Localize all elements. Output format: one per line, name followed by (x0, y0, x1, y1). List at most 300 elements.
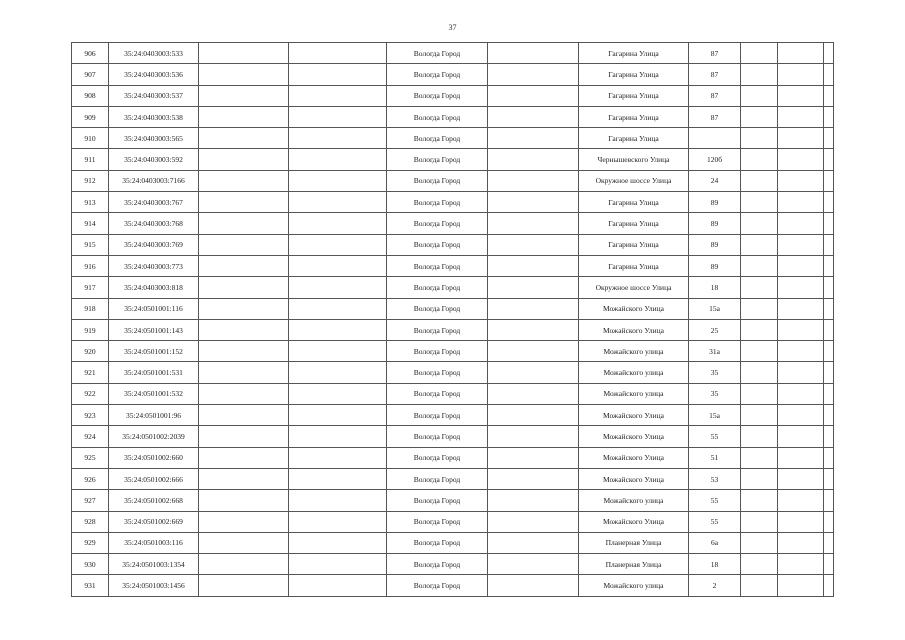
empty-cell (824, 490, 834, 511)
empty-cell (488, 170, 579, 191)
empty-cell (824, 277, 834, 298)
empty-cell (199, 43, 289, 64)
table-row (72, 383, 834, 404)
row-number-cell: 931 (72, 575, 109, 596)
empty-cell (199, 64, 289, 85)
table-row (72, 575, 834, 596)
table-row (72, 554, 834, 575)
empty-cell (778, 554, 824, 575)
empty-cell (778, 43, 824, 64)
empty-cell (824, 426, 834, 447)
empty-cell (488, 128, 579, 149)
city-cell: Вологда Город (387, 447, 488, 468)
city-cell: Вологда Город (387, 426, 488, 447)
row-number-cell: 921 (72, 362, 109, 383)
city-cell: Вологда Город (387, 298, 488, 319)
street-cell: Гагарина Улица (579, 192, 689, 213)
empty-cell (778, 341, 824, 362)
street-cell: Можайского улица (579, 362, 689, 383)
street-cell: Гагарина Улица (579, 85, 689, 106)
cadastral-number-cell: 35:24:0501002:668 (109, 490, 199, 511)
cadastral-number-cell: 35:24:0501002:666 (109, 468, 199, 489)
empty-cell (741, 213, 778, 234)
row-number-cell: 911 (72, 149, 109, 170)
house-number-cell: 51 (689, 447, 741, 468)
empty-cell (741, 341, 778, 362)
empty-cell (778, 277, 824, 298)
empty-cell (289, 532, 387, 553)
cadastral-number-cell: 35:24:0403003:818 (109, 277, 199, 298)
empty-cell (741, 319, 778, 340)
house-number-cell: 87 (689, 106, 741, 127)
table-row (72, 447, 834, 468)
street-cell: Гагарина Улица (579, 255, 689, 276)
table-row (72, 106, 834, 127)
empty-cell (488, 447, 579, 468)
city-cell: Вологда Город (387, 490, 488, 511)
empty-cell (778, 64, 824, 85)
empty-cell (199, 554, 289, 575)
cadastral-number-cell: 35:24:0501003:1354 (109, 554, 199, 575)
empty-cell (824, 575, 834, 596)
page-number: 37 (448, 23, 457, 32)
city-cell: Вологда Город (387, 554, 488, 575)
table-row (72, 149, 834, 170)
empty-cell (741, 170, 778, 191)
empty-cell (778, 426, 824, 447)
house-number-cell: 89 (689, 213, 741, 234)
row-number-cell: 923 (72, 405, 109, 426)
empty-cell (289, 170, 387, 191)
empty-cell (199, 575, 289, 596)
empty-cell (824, 213, 834, 234)
empty-cell (199, 298, 289, 319)
empty-cell (824, 447, 834, 468)
city-cell: Вологда Город (387, 532, 488, 553)
cadastral-number-cell: 35:24:0403003:769 (109, 234, 199, 255)
row-number-cell: 927 (72, 490, 109, 511)
house-number-cell: 120б (689, 149, 741, 170)
empty-cell (778, 234, 824, 255)
row-number-cell: 917 (72, 277, 109, 298)
city-cell: Вологда Город (387, 383, 488, 404)
empty-cell (289, 405, 387, 426)
empty-cell (199, 170, 289, 191)
street-cell: Можайского Улица (579, 468, 689, 489)
empty-cell (488, 383, 579, 404)
table-row (72, 532, 834, 553)
empty-cell (824, 43, 834, 64)
empty-cell (199, 149, 289, 170)
empty-cell (289, 277, 387, 298)
empty-cell (778, 298, 824, 319)
cadastral-number-cell: 35:24:0501001:532 (109, 383, 199, 404)
house-number-cell: 89 (689, 192, 741, 213)
empty-cell (199, 277, 289, 298)
street-cell: Гагарина Улица (579, 43, 689, 64)
empty-cell (488, 511, 579, 532)
city-cell: Вологда Город (387, 213, 488, 234)
row-number-cell: 912 (72, 170, 109, 191)
empty-cell (778, 383, 824, 404)
cadastral-number-cell: 35:24:0403003:538 (109, 106, 199, 127)
table-row (72, 234, 834, 255)
city-cell: Вологда Город (387, 106, 488, 127)
empty-cell (488, 532, 579, 553)
empty-cell (778, 490, 824, 511)
house-number-cell: 18 (689, 277, 741, 298)
empty-cell (741, 85, 778, 106)
cadastral-number-cell: 35:24:0403003:536 (109, 64, 199, 85)
empty-cell (824, 170, 834, 191)
empty-cell (778, 447, 824, 468)
empty-cell (741, 64, 778, 85)
street-cell: Планерная Улица (579, 554, 689, 575)
city-cell: Вологда Город (387, 234, 488, 255)
empty-cell (289, 383, 387, 404)
row-number-cell: 930 (72, 554, 109, 575)
table-row (72, 128, 834, 149)
table-row (72, 64, 834, 85)
empty-cell (488, 192, 579, 213)
empty-cell (824, 149, 834, 170)
empty-cell (778, 511, 824, 532)
cadastral-number-cell: 35:24:0501002:2039 (109, 426, 199, 447)
empty-cell (741, 192, 778, 213)
empty-cell (289, 554, 387, 575)
empty-cell (824, 128, 834, 149)
table-row (72, 426, 834, 447)
city-cell: Вологда Город (387, 468, 488, 489)
cadastral-number-cell: 35:24:0501001:531 (109, 362, 199, 383)
row-number-cell: 919 (72, 319, 109, 340)
row-number-cell: 928 (72, 511, 109, 532)
empty-cell (199, 447, 289, 468)
empty-cell (824, 192, 834, 213)
house-number-cell: 89 (689, 234, 741, 255)
cadastral-number-cell: 35:24:0501002:669 (109, 511, 199, 532)
street-cell: Можайского Улица (579, 426, 689, 447)
empty-cell (778, 106, 824, 127)
cadastral-number-cell: 35:24:0501001:116 (109, 298, 199, 319)
street-cell: Гагарина Улица (579, 213, 689, 234)
empty-cell (824, 234, 834, 255)
empty-cell (778, 319, 824, 340)
empty-cell (289, 85, 387, 106)
empty-cell (778, 213, 824, 234)
table-row (72, 192, 834, 213)
empty-cell (824, 511, 834, 532)
empty-cell (199, 405, 289, 426)
table-row (72, 341, 834, 362)
city-cell: Вологда Город (387, 362, 488, 383)
house-number-cell: 24 (689, 170, 741, 191)
empty-cell (741, 532, 778, 553)
city-cell: Вологда Город (387, 64, 488, 85)
empty-cell (741, 575, 778, 596)
empty-cell (778, 85, 824, 106)
city-cell: Вологда Город (387, 85, 488, 106)
table-row (72, 43, 834, 64)
street-cell: Можайского Улица (579, 298, 689, 319)
city-cell: Вологда Город (387, 192, 488, 213)
empty-cell (741, 255, 778, 276)
house-number-cell: 6а (689, 532, 741, 553)
house-number-cell: 31а (689, 341, 741, 362)
street-cell: Можайского Улица (579, 447, 689, 468)
cadastral-number-cell: 35:24:0501003:1456 (109, 575, 199, 596)
empty-cell (488, 64, 579, 85)
row-number-cell: 914 (72, 213, 109, 234)
cadastral-number-cell: 35:24:0403003:565 (109, 128, 199, 149)
empty-cell (289, 298, 387, 319)
empty-cell (488, 319, 579, 340)
city-cell: Вологда Город (387, 43, 488, 64)
empty-cell (778, 532, 824, 553)
empty-cell (741, 447, 778, 468)
empty-cell (199, 532, 289, 553)
empty-cell (199, 490, 289, 511)
row-number-cell: 929 (72, 532, 109, 553)
empty-cell (778, 128, 824, 149)
street-cell: Окружное шоссе Улица (579, 170, 689, 191)
table-row (72, 490, 834, 511)
table-row (72, 298, 834, 319)
empty-cell (488, 149, 579, 170)
cadastral-number-cell: 35:24:0501002:660 (109, 447, 199, 468)
empty-cell (824, 106, 834, 127)
empty-cell (741, 128, 778, 149)
table-body (72, 43, 834, 597)
empty-cell (289, 447, 387, 468)
empty-cell (824, 532, 834, 553)
empty-cell (741, 554, 778, 575)
empty-cell (289, 106, 387, 127)
street-cell: Можайского улица (579, 341, 689, 362)
empty-cell (289, 426, 387, 447)
empty-cell (741, 490, 778, 511)
empty-cell (289, 192, 387, 213)
empty-cell (778, 149, 824, 170)
table-row (72, 362, 834, 383)
table-row (72, 468, 834, 489)
empty-cell (741, 298, 778, 319)
empty-cell (488, 341, 579, 362)
row-number-cell: 926 (72, 468, 109, 489)
empty-cell (824, 64, 834, 85)
house-number-cell: 87 (689, 43, 741, 64)
table-row (72, 255, 834, 276)
empty-cell (778, 362, 824, 383)
empty-cell (289, 319, 387, 340)
cadastral-number-cell: 35:24:0403003:773 (109, 255, 199, 276)
house-number-cell: 53 (689, 468, 741, 489)
empty-cell (289, 213, 387, 234)
empty-cell (824, 468, 834, 489)
table-row (72, 85, 834, 106)
empty-cell (824, 255, 834, 276)
city-cell: Вологда Город (387, 149, 488, 170)
empty-cell (289, 341, 387, 362)
empty-cell (488, 362, 579, 383)
house-number-cell: 87 (689, 85, 741, 106)
street-cell: Можайского улица (579, 575, 689, 596)
empty-cell (488, 234, 579, 255)
empty-cell (488, 405, 579, 426)
table-row (72, 170, 834, 191)
empty-cell (289, 468, 387, 489)
empty-cell (741, 426, 778, 447)
row-number-cell: 910 (72, 128, 109, 149)
street-cell: Можайского улица (579, 490, 689, 511)
house-number-cell: 89 (689, 255, 741, 276)
empty-cell (488, 575, 579, 596)
street-cell: Гагарина Улица (579, 106, 689, 127)
empty-cell (778, 575, 824, 596)
row-number-cell: 920 (72, 341, 109, 362)
city-cell: Вологда Город (387, 575, 488, 596)
empty-cell (199, 213, 289, 234)
cadastral-number-cell: 35:24:0501001:96 (109, 405, 199, 426)
row-number-cell: 918 (72, 298, 109, 319)
row-number-cell: 908 (72, 85, 109, 106)
empty-cell (289, 511, 387, 532)
empty-cell (824, 383, 834, 404)
empty-cell (741, 362, 778, 383)
empty-cell (199, 85, 289, 106)
empty-cell (488, 298, 579, 319)
house-number-cell: 55 (689, 490, 741, 511)
house-number-cell: 15а (689, 298, 741, 319)
street-cell: Планерная Улица (579, 532, 689, 553)
city-cell: Вологда Город (387, 319, 488, 340)
empty-cell (289, 64, 387, 85)
cadastral-number-cell: 35:24:0403003:592 (109, 149, 199, 170)
row-number-cell: 922 (72, 383, 109, 404)
row-number-cell: 906 (72, 43, 109, 64)
empty-cell (488, 277, 579, 298)
empty-cell (488, 255, 579, 276)
empty-cell (289, 234, 387, 255)
street-cell: Гагарина Улица (579, 234, 689, 255)
empty-cell (289, 575, 387, 596)
empty-cell (199, 383, 289, 404)
house-number-cell (689, 128, 741, 149)
empty-cell (488, 554, 579, 575)
empty-cell (289, 43, 387, 64)
cadastral-number-cell: 35:24:0403003:7166 (109, 170, 199, 191)
empty-cell (199, 341, 289, 362)
house-number-cell: 35 (689, 362, 741, 383)
empty-cell (289, 149, 387, 170)
city-cell: Вологда Город (387, 170, 488, 191)
street-cell: Гагарина Улица (579, 128, 689, 149)
empty-cell (778, 255, 824, 276)
empty-cell (199, 106, 289, 127)
empty-cell (741, 405, 778, 426)
empty-cell (824, 85, 834, 106)
city-cell: Вологда Город (387, 511, 488, 532)
empty-cell (778, 170, 824, 191)
empty-cell (488, 468, 579, 489)
empty-cell (778, 405, 824, 426)
table-row (72, 511, 834, 532)
empty-cell (488, 85, 579, 106)
empty-cell (824, 362, 834, 383)
table-row (72, 277, 834, 298)
empty-cell (289, 128, 387, 149)
house-number-cell: 25 (689, 319, 741, 340)
empty-cell (488, 43, 579, 64)
street-cell: Гагарина Улица (579, 64, 689, 85)
empty-cell (488, 426, 579, 447)
house-number-cell: 2 (689, 575, 741, 596)
empty-cell (741, 277, 778, 298)
empty-cell (289, 490, 387, 511)
empty-cell (488, 490, 579, 511)
empty-cell (289, 362, 387, 383)
house-number-cell: 35 (689, 383, 741, 404)
empty-cell (824, 405, 834, 426)
house-number-cell: 55 (689, 426, 741, 447)
cadastral-number-cell: 35:24:0403003:767 (109, 192, 199, 213)
empty-cell (289, 255, 387, 276)
cadastral-number-cell: 35:24:0403003:533 (109, 43, 199, 64)
city-cell: Вологда Город (387, 128, 488, 149)
empty-cell (199, 128, 289, 149)
city-cell: Вологда Город (387, 405, 488, 426)
cadastral-number-cell: 35:24:0501001:152 (109, 341, 199, 362)
cadastral-number-cell: 35:24:0501001:143 (109, 319, 199, 340)
row-number-cell: 907 (72, 64, 109, 85)
row-number-cell: 913 (72, 192, 109, 213)
empty-cell (199, 255, 289, 276)
house-number-cell: 15а (689, 405, 741, 426)
street-cell: Чернышевского Улица (579, 149, 689, 170)
cadastral-number-cell: 35:24:0501003:116 (109, 532, 199, 553)
empty-cell (824, 298, 834, 319)
row-number-cell: 915 (72, 234, 109, 255)
cadastral-number-cell: 35:24:0403003:537 (109, 85, 199, 106)
empty-cell (824, 554, 834, 575)
empty-cell (741, 149, 778, 170)
table-row (72, 405, 834, 426)
empty-cell (199, 362, 289, 383)
row-number-cell: 916 (72, 255, 109, 276)
street-cell: Окружное шоссе Улица (579, 277, 689, 298)
registry-table (71, 42, 834, 597)
table-row (72, 213, 834, 234)
empty-cell (741, 43, 778, 64)
street-cell: Можайского Улица (579, 511, 689, 532)
row-number-cell: 924 (72, 426, 109, 447)
empty-cell (488, 106, 579, 127)
empty-cell (199, 426, 289, 447)
empty-cell (741, 234, 778, 255)
table-row (72, 319, 834, 340)
house-number-cell: 55 (689, 511, 741, 532)
house-number-cell: 18 (689, 554, 741, 575)
street-cell: Можайского улица (579, 383, 689, 404)
empty-cell (199, 468, 289, 489)
empty-cell (824, 319, 834, 340)
house-number-cell: 87 (689, 64, 741, 85)
empty-cell (741, 106, 778, 127)
empty-cell (824, 341, 834, 362)
city-cell: Вологда Город (387, 255, 488, 276)
empty-cell (488, 213, 579, 234)
city-cell: Вологда Город (387, 341, 488, 362)
